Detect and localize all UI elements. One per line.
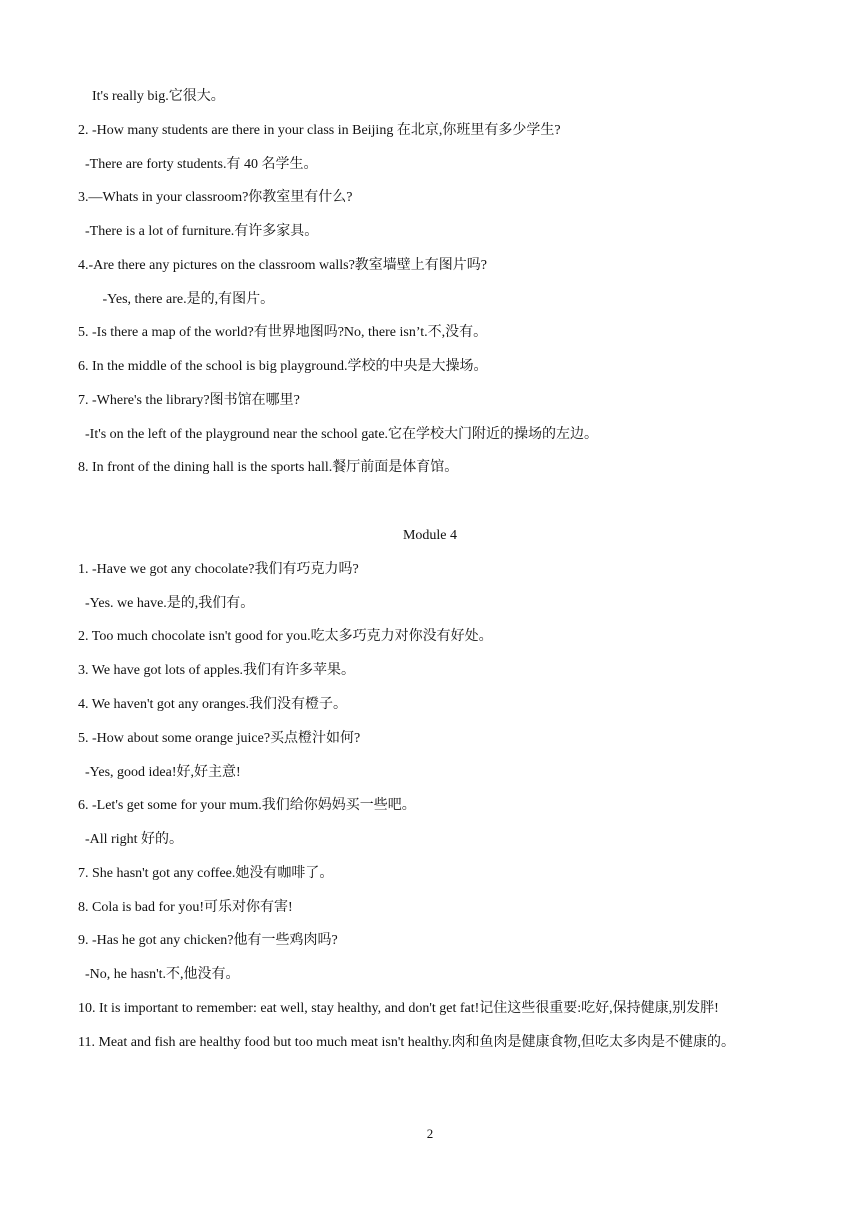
text-line: 8. In front of the dining hall is the sports hall.餐厅前面是体育馆。 [78, 460, 459, 475]
section-heading: Module 4 [402, 528, 458, 543]
text-line: 2. -How many students are there in your class in Beijing 在北京,你班里有多少学生? [78, 123, 561, 138]
text-line: 5. -Is there a map of the world?有世界地图吗?No, there isn’t.不,没有。 [78, 325, 488, 340]
text-line: 3. We have got lots of apples.我们有许多苹果。 [78, 663, 356, 678]
text-line: 7. -Where's the library?图书馆在哪里? [78, 393, 300, 408]
text-line: -Yes, good idea!好,好主意! [78, 765, 241, 780]
text-line: 6. -Let's get some for your mum.我们给你妈妈买一些吧。 [78, 798, 416, 813]
text-line: -It's on the left of the playground near the school gate.它在学校大门附近的操场的左边。 [78, 427, 599, 442]
text-line: -All right 好的。 [78, 832, 183, 847]
text-line: 6. In the middle of the school is big playground.学校的中央是大操场。 [78, 359, 488, 374]
text-line: It's really big.它很大。 [78, 89, 225, 104]
text-line: -No, he hasn't.不,他没有。 [78, 967, 240, 982]
text-line: 1. -Have we got any chocolate?我们有巧克力吗? [78, 562, 359, 577]
text-line: 3.—Whats in your classroom?你教室里有什么? [78, 190, 353, 205]
text-line: -Yes, there are.是的,有图片。 [78, 292, 275, 307]
text-line: -There is a lot of furniture.有许多家具。 [78, 224, 319, 239]
text-line: -Yes. we have.是的,我们有。 [78, 596, 255, 611]
page-number: 2 [426, 1126, 434, 1141]
text-line: 5. -How about some orange juice?买点橙汁如何? [78, 731, 361, 746]
text-line: 4.-Are there any pictures on the classroom walls?教室墙壁上有图片吗? [78, 258, 488, 273]
text-line: -There are forty students.有 40 名学生。 [78, 157, 318, 172]
text-line: 7. She hasn't got any coffee.她没有咖啡了。 [78, 866, 334, 881]
text-line: 10. It is important to remember: eat well, stay healthy, and don't get fat!记住这些很重要:吃好,保持健康,别发胖! [78, 1001, 719, 1016]
text-line: 11. Meat and fish are healthy food but too much meat isn't healthy.肉和鱼肉是健康食物,但吃太多肉是不健康的。 [78, 1035, 736, 1050]
text-line: 9. -Has he got any chicken?他有一些鸡肉吗? [78, 933, 338, 948]
text-line: 2. Too much chocolate isn't good for you.吃太多巧克力对你没有好处。 [78, 629, 493, 644]
text-line: 4. We haven't got any oranges.我们没有橙子。 [78, 697, 348, 712]
text-line: 8. Cola is bad for you!可乐对你有害! [78, 900, 293, 915]
